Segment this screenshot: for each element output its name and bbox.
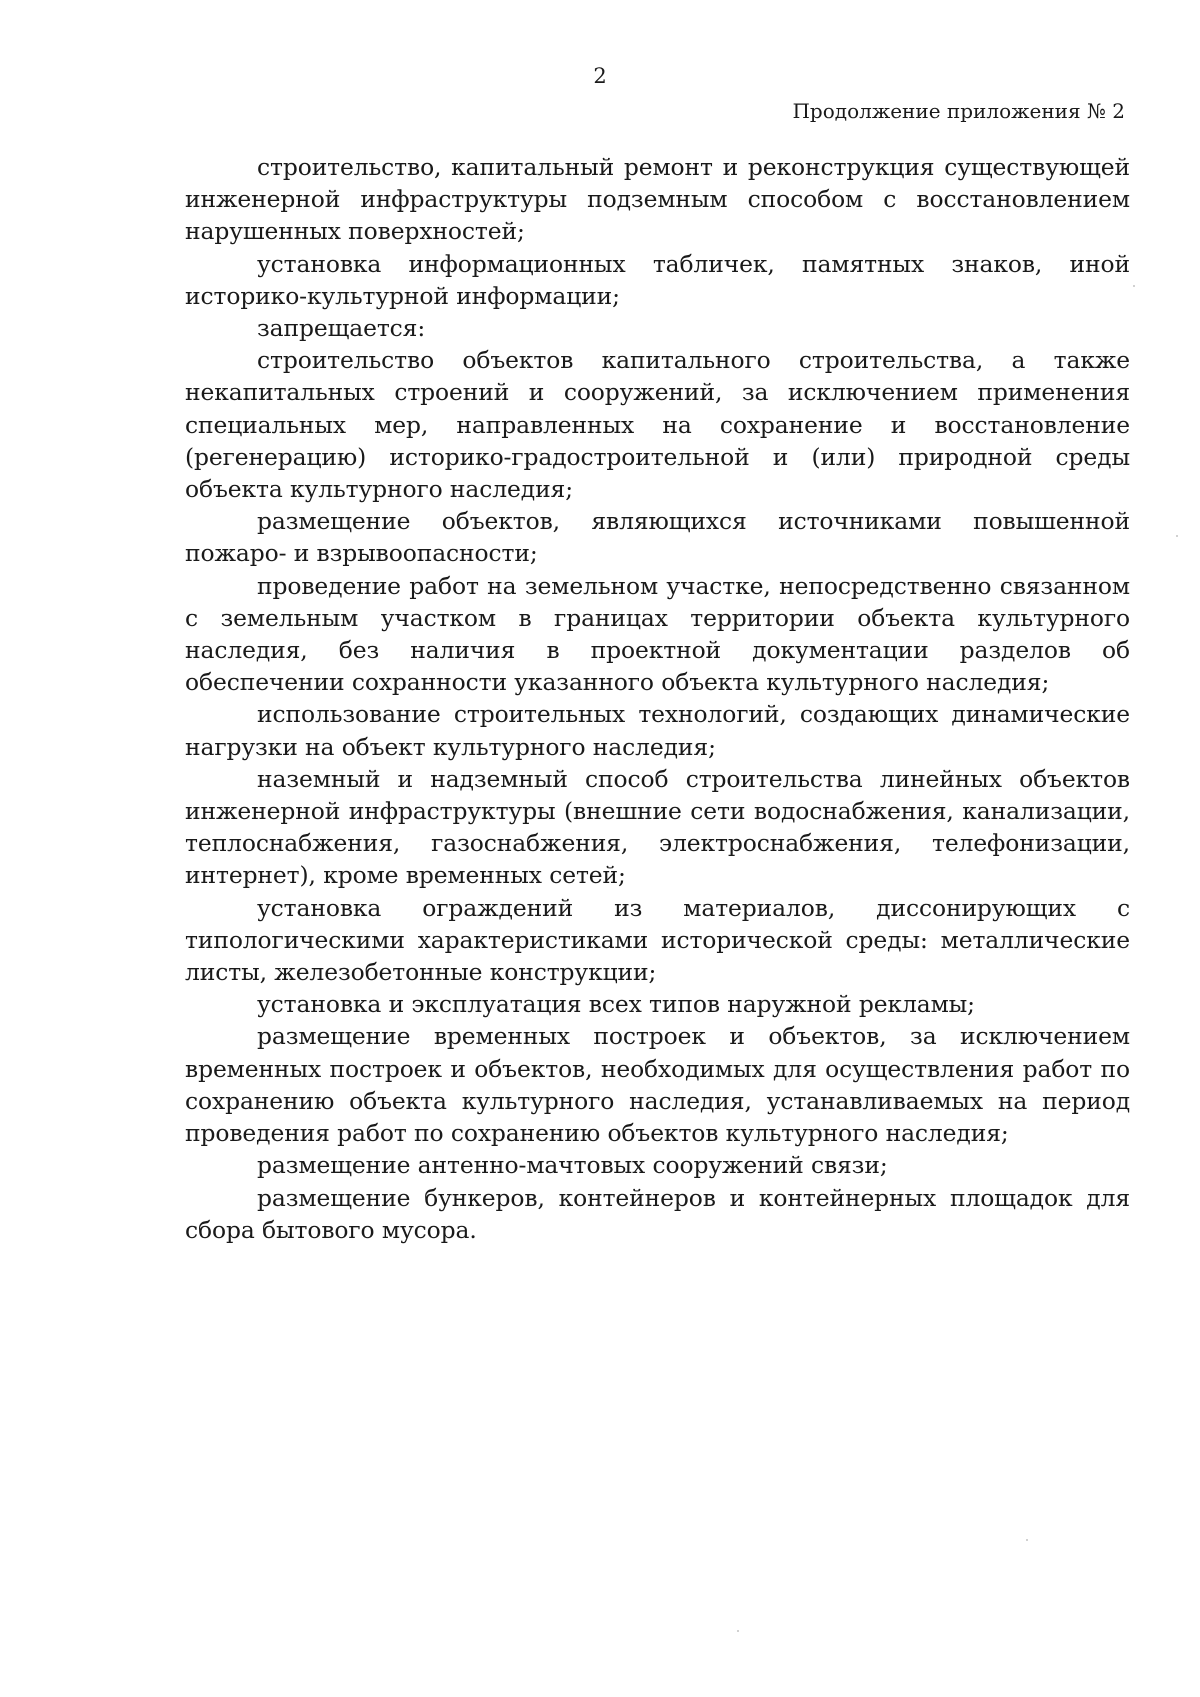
paragraph-dynamic-loads: использование строительных технологий, создающих динамические нагрузки на объект культурного наследия; bbox=[185, 700, 1130, 761]
appendix-continuation-label: Продолжение приложения № 2 bbox=[792, 99, 1125, 123]
paragraph-fire-hazard-objects: размещение объектов, являющихся источниками повышенной пожаро- и взрывоопасности; bbox=[185, 507, 1130, 568]
paragraph-underground-engineering: строительство, капитальный ремонт и реконструкция существующей инженерной инфраструктуры подземным способом с восстановлением нарушенных поверхностей; bbox=[185, 153, 1130, 246]
document-body bbox=[185, 151, 1130, 1246]
scan-artifact bbox=[1026, 1539, 1028, 1541]
paragraph-land-plot-works: проведение работ на земельном участке, непосредственно связанном с земельным участком в границах территории объекта культурного наследия, без наличия в проектной документации разделов об обеспечении сохранности указанного объекта культурного наследия; bbox=[185, 571, 1130, 697]
paragraph-prohibited-heading: запрещается: bbox=[257, 314, 426, 343]
paragraph-fences: установка ограждений из материалов, диссонирующих с типологическими характеристиками исторической среды: металлические листы, железобетонные конструкции; bbox=[185, 893, 1130, 987]
scan-artifact bbox=[737, 1630, 739, 1632]
paragraph-outdoor-advertising: установка и эксплуатация всех типов наружной рекламы; bbox=[257, 990, 975, 1019]
paragraph-temporary-buildings: размещение временных построек и объектов, за исключением временных построек и объектов, необходимых для осуществления работ по сохранению объекта культурного наследия, устанавливаемых на период проведения работ по сохранению объектов культурного наследия; bbox=[185, 1022, 1130, 1148]
paragraph-waste-containers: размещение бункеров, контейнеров и контейнерных площадок для сбора бытового мусора. bbox=[185, 1183, 1130, 1244]
page-number: 2 bbox=[593, 64, 607, 88]
scan-artifact bbox=[1133, 285, 1135, 287]
scan-artifact bbox=[1176, 535, 1178, 537]
paragraph-linear-objects: наземный и надземный способ строительства линейных объектов инженерной инфраструктуры (внешние сети водоснабжения, канализации, теплоснабжения, газоснабжения, электроснабжения, телефонизации, интернет), кроме временных сетей; bbox=[185, 764, 1130, 890]
paragraph-capital-construction: строительство объектов капитального строительства, а также некапитальных строений и сооружений, за исключением применения специальных мер, направленных на сохранение и восстановление (регенерацию) историко-градостроительной и (или) природной среды объекта культурного наследия; bbox=[185, 346, 1130, 504]
paragraph-antenna-masts: размещение антенно-мачтовых сооружений связи; bbox=[257, 1151, 888, 1180]
paragraph-information-plaques: установка информационных табличек, памятных знаков, иной историко-культурной информации; bbox=[185, 249, 1130, 310]
